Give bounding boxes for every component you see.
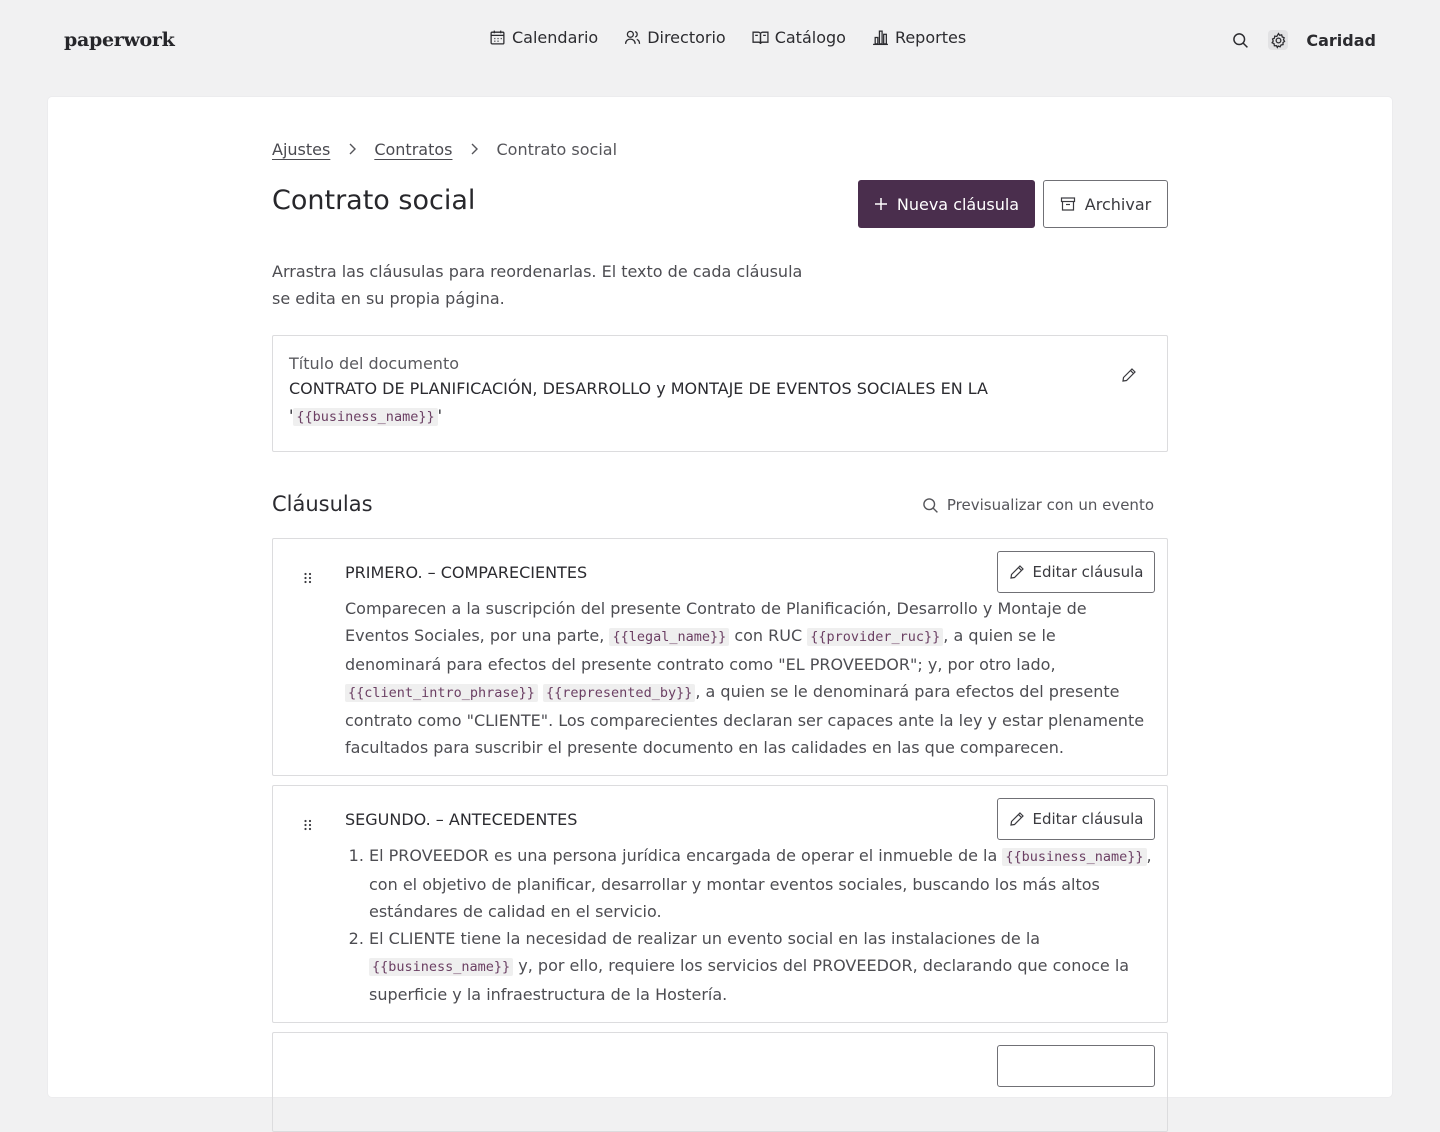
breadcrumb-link-contratos[interactable]: Contratos xyxy=(374,139,453,159)
top-bar xyxy=(0,0,1440,82)
breadcrumb-link-ajustes[interactable]: Ajustes xyxy=(272,139,331,159)
search-icon xyxy=(1232,32,1249,49)
list-item xyxy=(369,842,1155,925)
edit-clause-button[interactable] xyxy=(997,798,1155,840)
archive-button[interactable] xyxy=(1043,180,1168,228)
people-icon xyxy=(624,29,641,46)
clause-card[interactable] xyxy=(272,538,1168,776)
clause-list xyxy=(345,842,1155,1008)
clause-title: SEGUNDO. – ANTECEDENTES xyxy=(345,810,578,829)
search-icon xyxy=(922,497,939,514)
nav-label: Catálogo xyxy=(774,28,846,47)
book-icon xyxy=(752,29,769,46)
clause-card[interactable] xyxy=(272,1032,1168,1132)
nav-label: Directorio xyxy=(647,28,726,47)
clauses-section-header xyxy=(272,492,1168,520)
clause-text: Comparecen a la suscripción del presente Contrato de Planificación, Desarrollo y Montaje de Eventos Sociales, por una parte, xyxy=(345,599,1087,645)
title-row xyxy=(272,180,1168,234)
search-button[interactable] xyxy=(1230,30,1250,50)
template-variable: {{legal_name}} xyxy=(609,628,729,646)
document-title-text: CONTRATO DE PLANIFICACIÓN, DESARROLLO y MONTAJE DE EVENTOS SOCIALES EN LA xyxy=(289,379,988,398)
content xyxy=(272,137,1168,1132)
clause-text: , con el objetivo de planificar, desarrollar y montar eventos sociales, buscando los más altos estándares de calidad en el servicio. xyxy=(369,846,1152,921)
pencil-icon xyxy=(1009,564,1025,580)
quote-close: ' xyxy=(437,406,442,425)
document-title-value xyxy=(289,375,989,431)
nav-item-directorio[interactable] xyxy=(624,28,726,47)
drag-handle-icon[interactable] xyxy=(303,816,313,828)
drag-handle-icon[interactable] xyxy=(303,569,313,581)
pencil-icon xyxy=(1009,811,1025,827)
calendar-icon xyxy=(489,29,506,46)
archive-label: Archivar xyxy=(1084,194,1152,214)
pencil-icon xyxy=(1121,367,1137,383)
nav-label: Reportes xyxy=(894,28,967,47)
document-title-box xyxy=(272,335,1168,452)
chevron-right-icon xyxy=(330,143,374,155)
org-name[interactable]: Caridad xyxy=(1306,30,1376,50)
edit-clause-label: Editar cláusula xyxy=(1032,563,1144,581)
clause-text: El PROVEEDOR es una persona jurídica encargada de operar el inmueble de la xyxy=(369,846,998,865)
new-clause-label: Nueva cláusula xyxy=(896,194,1020,214)
preview-label: Previsualizar con un evento xyxy=(946,496,1154,514)
clauses-title: Cláusulas xyxy=(272,492,373,516)
edit-clause-button[interactable] xyxy=(997,551,1155,593)
nav-label: Calendario xyxy=(512,28,599,47)
bar-chart-icon xyxy=(872,29,889,46)
new-clause-button[interactable] xyxy=(858,180,1035,228)
clause-text: , a quien se le denominará para efectos del presente contrato como "EL PROVEEDOR"; y, por otro lado, xyxy=(345,626,1056,674)
settings-button[interactable] xyxy=(1268,30,1288,50)
clause-title: PRIMERO. – COMPARECIENTES xyxy=(345,563,588,582)
clause-card[interactable] xyxy=(272,785,1168,1023)
clause-text: y, por ello, requiere los servicios del PROVEEDOR, declarando que conoce la superficie y la infraestructura de la Hostería. xyxy=(369,956,1130,1004)
page-title: Contrato social xyxy=(272,185,476,216)
edit-title-button[interactable] xyxy=(1121,367,1137,387)
main-card xyxy=(48,97,1392,1097)
nav-item-reportes[interactable] xyxy=(872,28,966,47)
archive-icon xyxy=(1060,196,1076,212)
quote-open: ' xyxy=(289,406,294,425)
clause-text: , a quien se le denominará para efectos del presente contrato como "CLIENTE". Los comparecientes declaran ser capaces ante la ley y estar plenamente facultados para suscribir el presente documento en las calidades en las que comparecen. xyxy=(345,682,1145,757)
template-variable: {{client_intro_phrase}} xyxy=(345,684,538,702)
edit-clause-button[interactable] xyxy=(997,1045,1155,1087)
template-variable: {{represented_by}} xyxy=(543,684,695,702)
gear-icon xyxy=(1270,32,1287,49)
template-variable: {{business_name}} xyxy=(1002,848,1146,866)
chevron-right-icon xyxy=(452,143,496,155)
document-title-label: Título del documento xyxy=(289,354,459,373)
breadcrumb-current: Contrato social xyxy=(496,139,618,159)
template-variable: {{business_name}} xyxy=(369,958,513,976)
breadcrumb xyxy=(272,137,1168,161)
nav-item-calendario[interactable] xyxy=(489,28,598,47)
edit-clause-label: Editar cláusula xyxy=(1032,810,1144,828)
clause-text: con RUC xyxy=(734,626,803,645)
page-description: Arrastra las cláusulas para reordenarlas. El texto de cada cláusula se edita en su propia página. xyxy=(272,262,803,308)
list-item xyxy=(369,925,1155,1008)
clause-text: El CLIENTE tiene la necesidad de realizar un evento social en las instalaciones de la xyxy=(369,929,1041,948)
clause-body xyxy=(345,595,1155,761)
plus-icon xyxy=(874,197,888,211)
template-variable: {{provider_ruc}} xyxy=(807,628,943,646)
app-logo[interactable]: paperwork xyxy=(64,29,175,51)
template-variable: {{business_name}} xyxy=(293,408,437,426)
top-right-controls xyxy=(1230,30,1376,50)
preview-with-event-button[interactable] xyxy=(922,496,1154,514)
main-nav xyxy=(489,28,966,47)
nav-item-catalogo[interactable] xyxy=(752,28,846,47)
